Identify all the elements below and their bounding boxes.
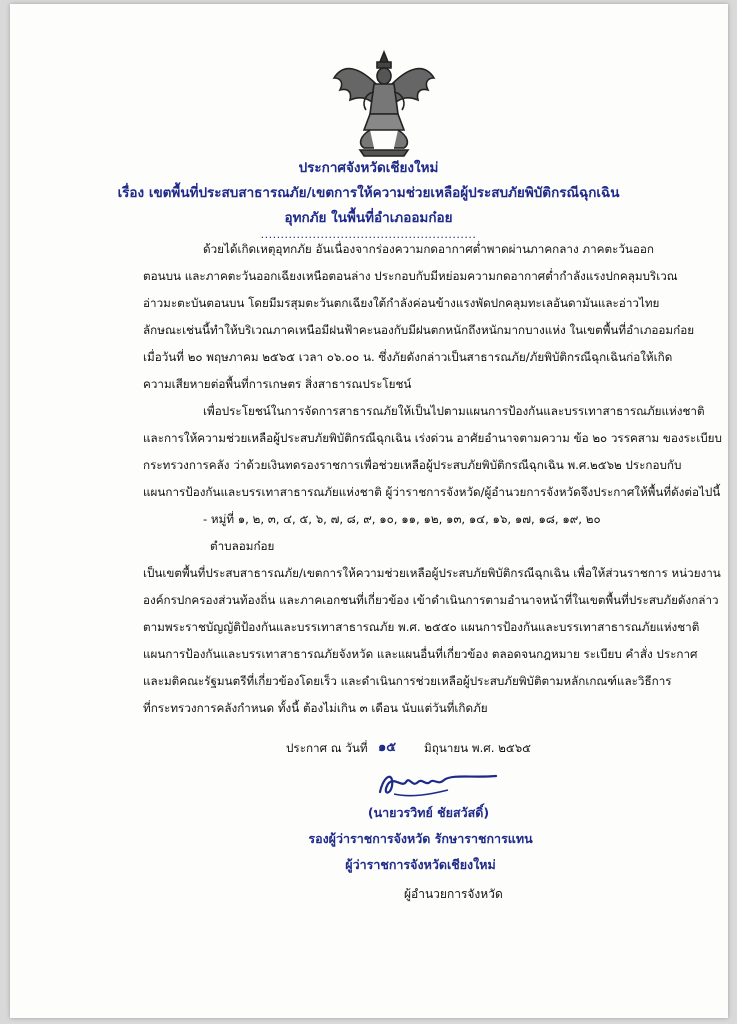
paragraph2-line: แผนการป้องกันและบรรเทาสาธารณภัยแห่งชาติ ผู้ว่าราชการจังหวัด/ผู้อำนวยการจังหวัดจึงประกาศให้พื้นที่ดังต่อไปนี้ [143, 485, 721, 499]
paragraph3-line: องค์กรปกครองส่วนท้องถิ่น และภาคเอกชนที่เกี่ยวข้อง เข้าดำเนินการตามอำนาจหน้าที่ในเขตพื้นที่ประสบภัยดังกล่าว [143, 593, 719, 607]
paragraph1-line: อ่าวมะตะบันตอนบน โดยมีมรสุมตะวันตกเฉียงใต้กำลังค่อนข้างแรงพัดปกคลุมทะเลอันดามันและอ่าวไทย [143, 296, 660, 310]
document-subject-line2: อุทกภัย ในพื้นที่อำเภออมก๋อย [284, 210, 453, 226]
paragraph3-line: เป็นเขตพื้นที่ประสบสาธารณภัย/เขตการให้ความช่วยเหลือผู้ประสบภัยพิบัติกรณีฉุกเฉิน เพื่อให้ส่วนราชการ หน่วยงาน [143, 566, 721, 580]
document-title: ประกาศจังหวัดเชียงใหม่ [298, 160, 439, 176]
paragraph2-line: เพื่อประโยชน์ในการจัดการสาธารณภัยให้เป็นไปตามแผนการป้องกันและบรรเทาสาธารณภัยแห่งชาติ [203, 404, 705, 418]
handwritten-signature-icon [372, 764, 502, 804]
paragraph3-line: ที่กระทรวงการคลังกำหนด ทั้งนี้ ต้องไม่เกิน ๓ เดือน นับแต่วันที่เกิดภัย [143, 701, 488, 715]
document-subject: เรื่อง เขตพื้นที่ประสบสาธารณภัย/เขตการให้ความช่วยเหลือผู้ประสบภัยพิบัติกรณีฉุกเฉิน [117, 185, 620, 201]
title-divider: ...................................................... [260, 228, 477, 241]
village-list: - หมู่ที่ ๑, ๒, ๓, ๔, ๕, ๖, ๗, ๘, ๙, ๑๐, ๑๑, ๑๒, ๑๓, ๑๔, ๑๖, ๑๗, ๑๘, ๑๙, ๒๐ [203, 512, 601, 526]
paragraph1-line: ตอนบน และภาคตะวันออกเฉียงเหนือตอนล่าง ประกอบกับมีหย่อมความกดอากาศต่ำกำลังแรงปกคลุมบริเวณ [143, 269, 678, 283]
paragraph1-line: ความเสียหายต่อพื้นที่การเกษตร สิ่งสาธารณประโยชน์ [143, 377, 412, 391]
paragraph1-line: เมื่อวันที่ ๒๐ พฤษภาคม ๒๕๖๕ เวลา ๐๖.๐๐ น. ซึ่งภัยดังกล่าวเป็นสาธารณภัย/ภัยพิบัติกรณีฉุกเฉินก่อให้เกิด [143, 350, 673, 364]
signatory-position-2: ผู้ว่าราชการจังหวัดเชียงใหม่ [345, 857, 496, 872]
paragraph1-line: ด้วยได้เกิดเหตุอุทกภัย อันเนื่องจากร่องความกดอากาศต่ำพาดผ่านภาคกลาง ภาคตะวันออก [203, 242, 654, 256]
paragraph1-line: ลักษณะเช่นนี้ทำให้บริเวณภาคเหนือมีฝนฟ้าคะนองกับมีฝนตกหนักถึงหนักมากบางแห่ง ในเขตพื้นที่อำเภออมก๋อย [143, 323, 695, 337]
signatory-name: (นายวรวิทย์ ชัยสวัสดิ์) [367, 805, 490, 820]
paragraph3-line: ตามพระราชบัญญัติป้องกันและบรรเทาสาธารณภัย พ.ศ. ๒๕๕๐ แผนการป้องกันและบรรเทาสาธารณภัยแห่งชาติ [143, 620, 700, 634]
garuda-emblem-icon [330, 48, 438, 158]
paragraph3-line: และมติคณะรัฐมนตรีที่เกี่ยวข้องโดยเร็ว และดำเนินการช่วยเหลือผู้ประสบภัยพิบัติตามหลักเกณฑ์และวิธีการ [143, 674, 672, 688]
announce-prefix: ประกาศ ณ วันที่ [286, 741, 368, 755]
announce-day: ๑๕ [378, 740, 397, 755]
paragraph2-line: และการให้ความช่วยเหลือผู้ประสบภัยพิบัติกรณีฉุกเฉิน เร่งด่วน อาศัยอำนาจตามความ ข้อ ๒๐ วรรคสาม ของระเบียบ [143, 431, 722, 445]
paragraph3-line: แผนการป้องกันและบรรเทาสาธารณภัยจังหวัด และแผนอื่นที่เกี่ยวข้อง ตลอดจนกฎหมาย ระเบียบ คำสั่ง ประกาศ [143, 647, 698, 661]
signatory-position-1: รองผู้ว่าราชการจังหวัด รักษาราชการแทน [308, 831, 533, 846]
subdistrict-name: ตำบลอมก๋อย [210, 539, 275, 553]
signatory-role: ผู้อำนวยการจังหวัด [404, 887, 503, 901]
paragraph2-line: กระทรวงการคลัง ว่าด้วยเงินทดรองราชการเพื่อช่วยเหลือผู้ประสบภัยพิบัติกรณีฉุกเฉิน พ.ศ.๒๕๖๒ ประกอบกับ [143, 458, 682, 472]
announce-month-year: มิถุนายน พ.ศ. ๒๕๖๕ [424, 741, 531, 755]
